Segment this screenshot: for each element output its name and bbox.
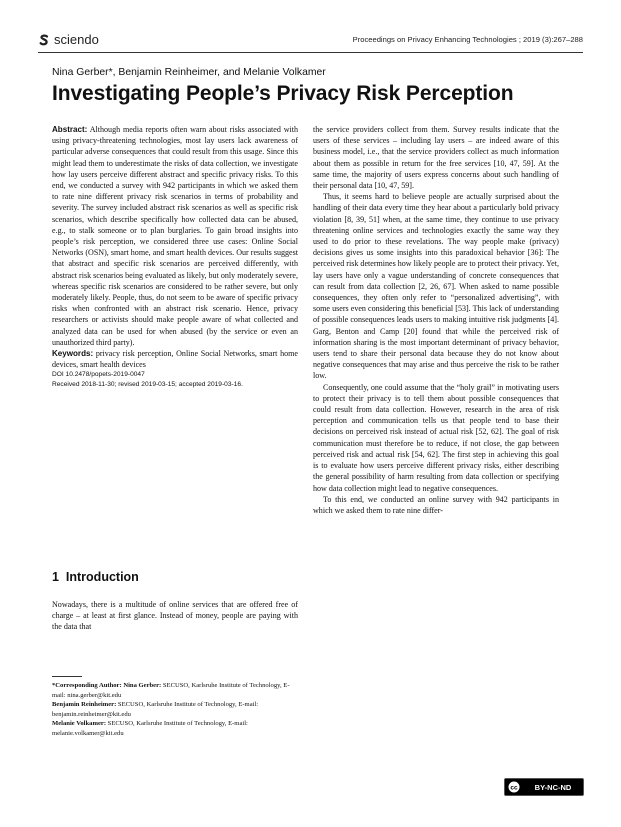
right-paragraph-4: To this end, we conducted an online survey with 942 participants in which we asked them to rate nine differ- xyxy=(313,494,559,515)
keywords-text: privacy risk perception, Online Social Networks, smart home devices, smart health devices xyxy=(52,349,298,370)
sciendo-logo-icon xyxy=(38,34,50,46)
section-heading-introduction xyxy=(52,570,139,584)
left-column xyxy=(52,124,298,390)
received-dates: Received 2018-11-30; revised 2019-03-15; accepted 2019-03-16. xyxy=(52,381,243,389)
section-number: 1 xyxy=(52,570,59,584)
footnote-author-1: *Corresponding Author: Nina Gerber: SECUSO, Karlsruhe Institute of Technology, E-mail: nina.gerber@kit.edu xyxy=(52,682,290,699)
journal-citation: Proceedings on Privacy Enhancing Technologies ; 2019 (3):267–288 xyxy=(352,35,583,44)
header-rule xyxy=(38,52,583,53)
abstract xyxy=(52,124,298,348)
right-paragraph-2: Thus, it seems hard to believe people are actually surprised about the handling of their data every time they hear about a particularly bold privacy violation [8, 39, 51] when, at the same time, they continue to use privacy threatening online services and technologies exactly the same way they used to do prior to these revelations. The way people make (privacy) decisions gives us some insights into this paradoxical behavior [36]: The perceived risk determines how likely people are to protect their privacy. Yet, lay users have only a vague understanding of concrete consequences that can result from data collection [2, 26, 67]. When asked to name possible consequences, they often only refer to “personalized advertising”, with some users even considering this beneficial [53]. This lack of understanding of possible consequences leads users to making intuitive risk judgments [4]. Garg, Benton and Camp [20] found that while the perceived risk of information sharing is the most important determinant of privacy behavior, users tend to share their personal data because they do not know about negative consequences that may arise and thus perceive the risk to be rather low. xyxy=(313,192,559,381)
license-label: BY-NC-ND xyxy=(523,779,583,795)
abstract-label: Abstract: xyxy=(52,125,88,134)
right-column xyxy=(313,124,559,516)
footnote-rule xyxy=(52,676,82,677)
abstract-text: Although media reports often warn about risks associated with using privacy-threatening technologies, most lay users lack awareness of particular adverse consequences that could result from this usage. Since this might lead them to underestimate the risks of data collection, we investigate how lay users perceive different abstract and specific privacy risks. To this end, we conducted a survey with 942 participants in which we asked them to rate nine different privacy risk scenarios in terms of probability and severity. The survey included abstract risk scenarios as well as specific risk scenarios, which describe specifically how collected data can be abused, e.g., to stalk someone or to plan burglaries. To gain broad insights into people’s risk perception, we considered three use cases: Online Social Networks (OSN), smart home, and smart health devices. Our results suggest that abstract and specific risk scenarios are perceived differently, with abstract risk scenarios being evaluated as likely, but only moderately severe, whereas specific risk scenarios are considered to be rather severe, but only moderately likely. People, thus, do not seem to be aware of specific privacy risks when confronted with an abstract risk scenario. Hence, privacy researchers or activists should make people aware of what collected and analyzed data can be used for when abused (by the service or even an unauthorized third party). xyxy=(52,125,298,347)
author-line: Nina Gerber*, Benjamin Reinheimer, and Melanie Volkamer xyxy=(52,67,326,78)
right-paragraph-3: Consequently, one could assume that the “holy grail” in motivating users to protect their privacy is to tell them about possible consequences that could result from data collection. However, research in the area of risk perception and communication tells us that people tend to base their decisions on perceived risk instead of actual risk [52, 62]. The goal of risk communication must therefore be to reduce, if not close, the gap between perceived risk and actual risk [54, 62]. The first step in achieving this goal is to evaluate how users perceive different privacy risks, either describing the general possibility of harm resulting from data collection or specifying how data collection might lead to negative consequences. xyxy=(313,382,559,493)
publisher-logo xyxy=(38,32,99,47)
right-paragraph-1: the service providers collect from them. Survey results indicate that the users of these services – including lay users – are indeed aware of this business model, i.e., that the service providers collect as much information about them as possible in return for the free services [10, 47, 59]. At the same time, the majority of users express concerns about such handling of their personal data [10, 47, 59]. xyxy=(313,125,559,191)
svg-text:cc: cc xyxy=(510,784,518,792)
section-title: Introduction xyxy=(65,570,139,584)
paper-title: Investigating People’s Privacy Risk Perception xyxy=(52,82,514,105)
doi: DOI 10.2478/popets-2019-0047 xyxy=(52,371,145,379)
publisher-name: sciendo xyxy=(54,32,99,47)
footnote-author-2: Benjamin Reinheimer: SECUSO, Karlsruhe Institute of Technology, E-mail: benjamin.reinheimer@kit.edu xyxy=(52,701,259,718)
intro-paragraph xyxy=(52,599,298,633)
keywords-label: Keywords: xyxy=(52,349,94,359)
keywords xyxy=(52,348,298,370)
creative-commons-icon xyxy=(505,779,523,795)
footnotes xyxy=(52,681,298,739)
footnote-author-3: Melanie Volkamer: SECUSO, Karlsruhe Institute of Technology, E-mail: melanie.volkamer@kit.edu xyxy=(52,720,248,737)
intro-text: Nowadays, there is a multitude of online services that are offered free of charge – at least at first glance. Instead of money, people are paying with the data that xyxy=(52,600,298,632)
cc-license-badge[interactable] xyxy=(504,778,584,796)
page-header xyxy=(38,32,583,50)
